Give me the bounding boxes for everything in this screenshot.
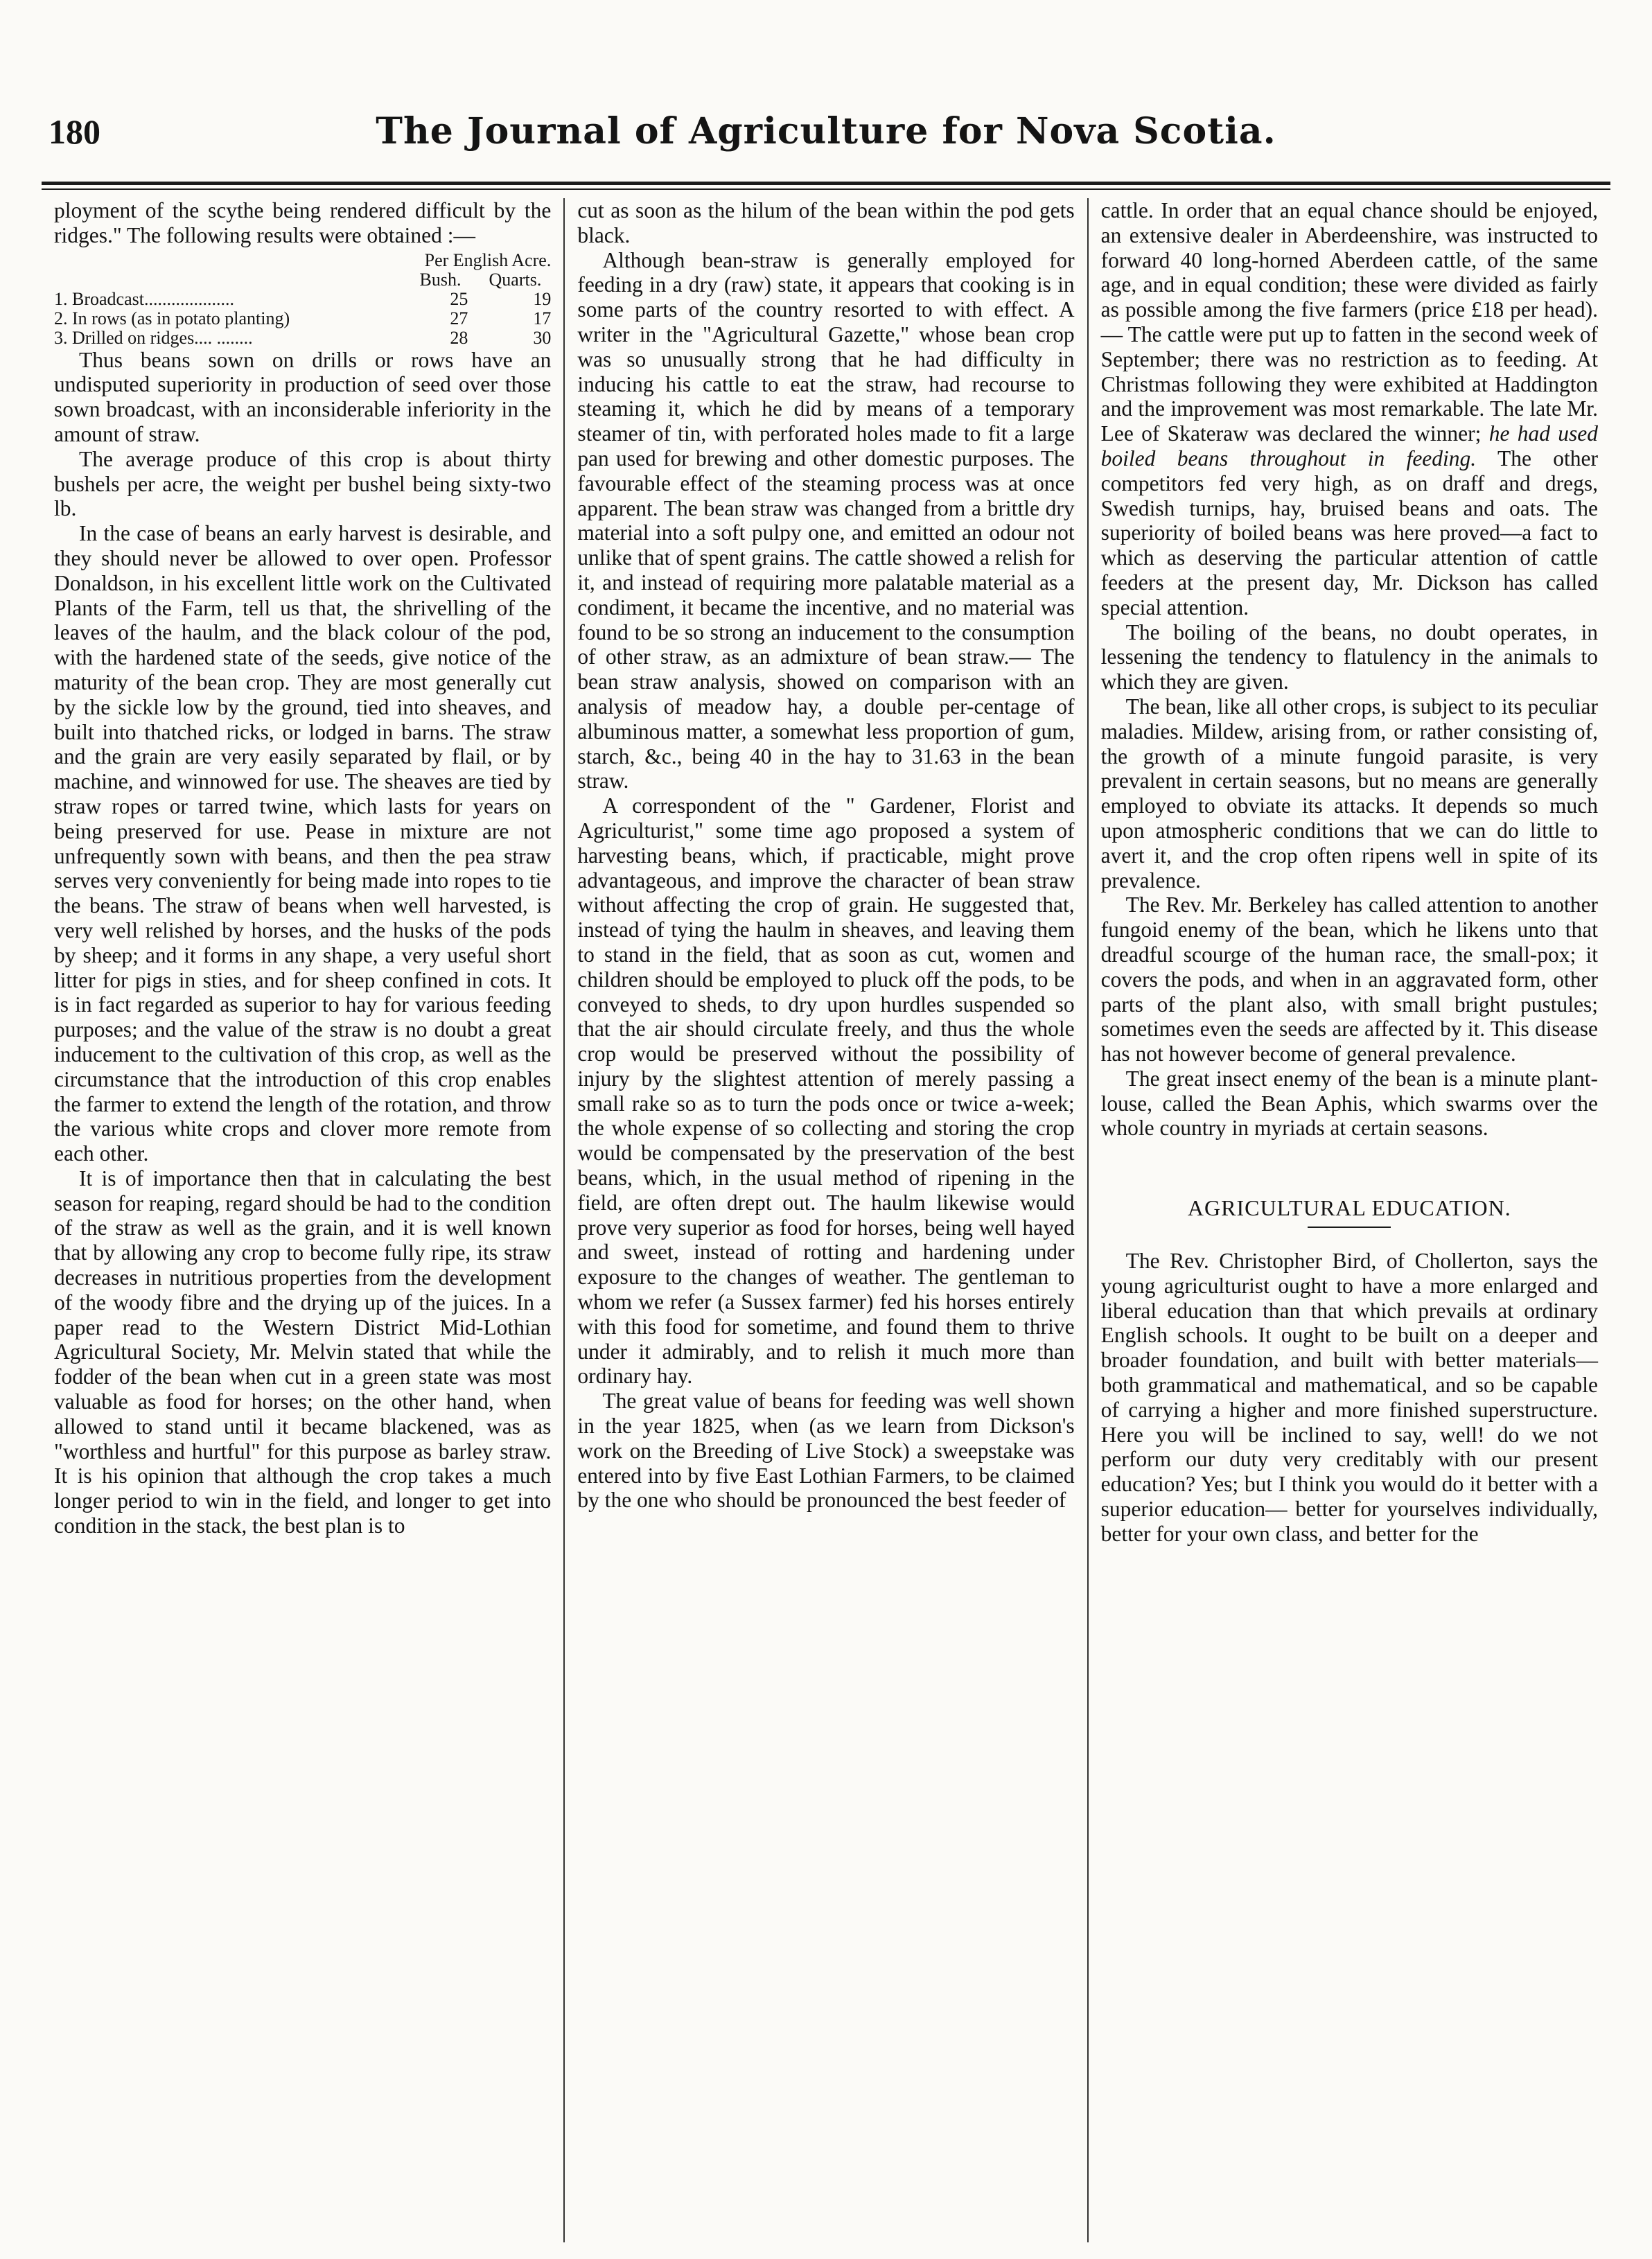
heading-rule bbox=[1308, 1227, 1391, 1228]
column-2 bbox=[563, 198, 1087, 2242]
paragraph: The great insect enemy of the bean is a minute plant-louse, called the Bean Aphis, which swarms over the whole country in myriads at certain seasons. bbox=[1100, 1066, 1598, 1141]
column-1 bbox=[42, 198, 563, 2242]
row-quarts: 17 bbox=[533, 308, 552, 328]
row-label: 2. In rows (as in potato planting) bbox=[54, 308, 290, 328]
paragraph: Thus beans sown on drills or rows have an undisputed superiority in production of seed over those sown broadcast, with an inconsiderable inferiority in the amount of straw. bbox=[54, 347, 552, 446]
row-label: 3. Drilled on ridges.... ........ bbox=[54, 327, 253, 348]
paragraph: The average produce of this crop is about thirty bushels per acre, the weight per bushel being sixty-two lb. bbox=[54, 446, 552, 521]
paragraph: The Rev. Christopher Bird, of Chollerton, says the young agriculturist ought to have a more enlarged and liberal education than that which prevails at ordinary English schools. It ought to be built on a deeper and broader foundation, and built with better materials—both grammatical and mathematical, and so be capable of carrying a higher and more finished superstructure. Here you will be inclined to say, well! do we not perform our duty very creditably with our present education? Yes; but I think you would do it better with a superior education— better for yourselves individually, better for your own class, and better for the bbox=[1100, 1249, 1598, 1546]
paragraph-text: The other competitors fed very high, as on draff and dregs, Swedish turnips, hay, bruised beans and oats. The superiority of boiled beans was here proved—a fact to which as deserving the particular attention of cattle feeders at the present day, Mr. Dickson has called special attention. bbox=[1100, 446, 1598, 619]
table-row bbox=[54, 290, 551, 309]
page-number: 180 bbox=[49, 112, 100, 151]
paragraph bbox=[1101, 198, 1598, 620]
results-table-header: Per English Acre. bbox=[424, 249, 552, 270]
text-columns bbox=[42, 198, 1610, 2242]
paragraph: In the case of beans an early harvest is desirable, and they should never be allowed to over open. Professor Donaldson, in his excellent little work on the Cultivated Plants of the Farm, tell us that, the shrivelling of the leaves of the haulm, and the black colour of the pod, with the hardened state of the seeds, give notice of the maturity of the bean crop. They are most generally cut by the sickle low by the ground, tied into sheaves, and built into thatched ricks, or lodged in barns. The straw and the grain are very easily separated by flail, or by machine, and winnowed for use. The sheaves are tied by straw ropes or tarred twine, which lasts for years on being preserved for use. Pease in mixture are not unfrequently sown with beans, and then the pea straw serves very conveniently for being made into ropes to tie the beans. The straw of beans when well harvested, is very well relished by horses, and the husks of the pods by sheep; and it forms in any shape, a very useful short litter for pigs in sties, and for sheep confined in cots. It is in fact regarded as superior to hay for various feeding purposes; and the value of the straw is no doubt a great inducement to the cultivation of this crop, as well as the circumstance that the introduction of this crop enables the farmer to extend the length of the rotation, and throw the various white crops and clover more remote from each other. bbox=[54, 521, 552, 1166]
paragraph-text: cattle. In order that an equal chance should be enjoyed, an extensive dealer in Aberdeenshire, was instructed to forward 40 long-horned Aberdeen cattle, of the same age, and in equal condition; these were divided as fairly as possible among the five farmers (price £18 per head).— The cattle were put up to fatten in the second week of September; there was no restriction as to feeding. At Christmas following they were exhibited at Haddington and the improvement was most remarkable. The late Mr. Lee of Skateraw was declared the winner; bbox=[1100, 198, 1598, 446]
header-rule-thin bbox=[42, 188, 1610, 190]
column-header-bush: Bush. bbox=[419, 269, 462, 290]
paragraph: Although bean-straw is generally employed for feeding in a dry (raw) state, it appears that cooking is in some parts of the country resorted to with effect. A writer in the "Agricultural Gazette," whose bean crop was so unusually strong that he had difficulty in inducing his cattle to eat the straw, had recourse to steaming it, which he did by means of a temporary steamer of tin, with perforated holes made to fit a large pan used for brewing and other domestic purposes. The favourable effect of the steaming process was at once apparent. The bean straw was changed from a brittle dry material into a soft pulpy one, and emitted an odour not unlike that of spent grains. The cattle showed a relish for it, and instead of requiring more palatable material as a condiment, it became the incentive, and no material was found to be so strong an inducement to the consumption of other straw, as an admixture of bean straw.— The bean straw analysis, showed on comparison with an analysis of meadow hay, a double per-centage of albuminous matter, a somewhat less proportion of gum, starch, &c., being 40 in the hay to 31.63 in the bean straw. bbox=[577, 247, 1075, 793]
paragraph: A correspondent of the " Gardener, Florist and Agriculturist," some time ago proposed a system of harvesting beans, which, if practicable, might prove advantageous, and improve the character of bean straw without affecting the crop of grain. He suggested that, instead of tying the haulm in sheaves, and leaving them to stand in the field, that as soon as cut, women and children should be employed to pluck off the pods, to be conveyed to sheds, to dry upon hurdles suspended so that the air should circulate freely, and thus the whole crop would be preserved without the possibility of injury by the slightest attention of merely passing a small rake so as to turn the pods once or twice a-week; the whole expense of so collecting and storing the crop would be compensated by the preservation of the best beans, which, in the usual method of ripening in the field, are often drept out. The haulm likewise would prove very superior as food for horses, being well hayed and sweet, instead of rotting and hardening under exposure to the changes of weather. The gentleman to whom we refer (a Sussex farmer) fed his horses entirely with this food for sometime, and found them to thrive under it admirably, and to relish it much more than ordinary hay. bbox=[577, 793, 1075, 1389]
section-heading: AGRICULTURAL EDUCATION. bbox=[1187, 1195, 1511, 1221]
column-header-quarts: Quarts. bbox=[489, 269, 542, 290]
results-table bbox=[54, 251, 551, 348]
results-table-subheader bbox=[54, 270, 551, 290]
paragraph: The boiling of the beans, no doubt operates, in lessening the tendency to flatulency in the animals to which they are given. bbox=[1100, 619, 1598, 694]
row-quarts: 30 bbox=[533, 327, 552, 348]
paragraph: The bean, like all other crops, is subject to its peculiar maladies. Mildew, arising from, or rather consisting of, the growth of a minute fungoid parasite, is very prevalent in certain seasons, but no means are generally employed to obviate its attacks. It depends so much upon atmospheric conditions that we can do little to avert it, and the crop often ripens well in spite of its prevalence. bbox=[1100, 694, 1598, 893]
italic-emphasis: he had used boiled beans throughout in feeding. bbox=[1100, 421, 1598, 471]
column-3 bbox=[1087, 198, 1610, 2242]
row-bush: 25 bbox=[450, 288, 468, 309]
paragraph: cut as soon as the hilum of the bean within the pod gets black. bbox=[577, 198, 1075, 247]
header-rule-thick bbox=[42, 182, 1610, 185]
paragraph: The Rev. Mr. Berkeley has called attention to another fungoid enemy of the bean, which he likens unto that dreadful scourge of the human race, the small-pox; it covers the pods, and when in an aggravated form, other parts of the plant also, with small bright pustules; sometimes even the seeds are affected by it. This disease has not however become of general prevalence. bbox=[1100, 893, 1598, 1066]
page-header bbox=[42, 104, 1610, 159]
paragraph: It is of importance then that in calculating the best season for reaping, regard should be had to the condition of the straw as well as the grain, and it is well known that by allowing any crop to become fully ripe, its straw decreases in nutritious properties from the development of the woody fibre and the drying up of the juices. In a paper read to the Western District Mid-Lothian Agricultural Society, Mr. Melvin stated that while the fodder of the bean when cut in a green state was most valuable as food for horses; on the other hand, when allowed to stand until it became blackened, was as "worthless and hurtful" for this purpose as barley straw. It is his opinion that although the crop takes a much longer period to win in the field, and longer to get into condition in the stack, the best plan is to bbox=[54, 1166, 552, 1538]
row-label: 1. Broadcast.................... bbox=[54, 288, 234, 309]
row-bush: 28 bbox=[450, 327, 468, 348]
paragraph: The great value of beans for feeding was well shown in the year 1825, when (as we learn from Dickson's work on the Breeding of Live Stock) a sweepstake was entered into by five East Lothian Farmers, to be claimed by the one who should be pronounced the best feeder of bbox=[577, 1389, 1075, 1513]
table-row bbox=[54, 328, 551, 348]
running-title: The Journal of Agriculture for Nova Scotia. bbox=[376, 110, 1276, 152]
table-row bbox=[54, 309, 551, 328]
row-quarts: 19 bbox=[533, 288, 552, 309]
paragraph: ployment of the scythe being rendered difficult by the ridges." The following results were obtained :— bbox=[54, 198, 552, 247]
row-bush: 27 bbox=[450, 308, 468, 328]
